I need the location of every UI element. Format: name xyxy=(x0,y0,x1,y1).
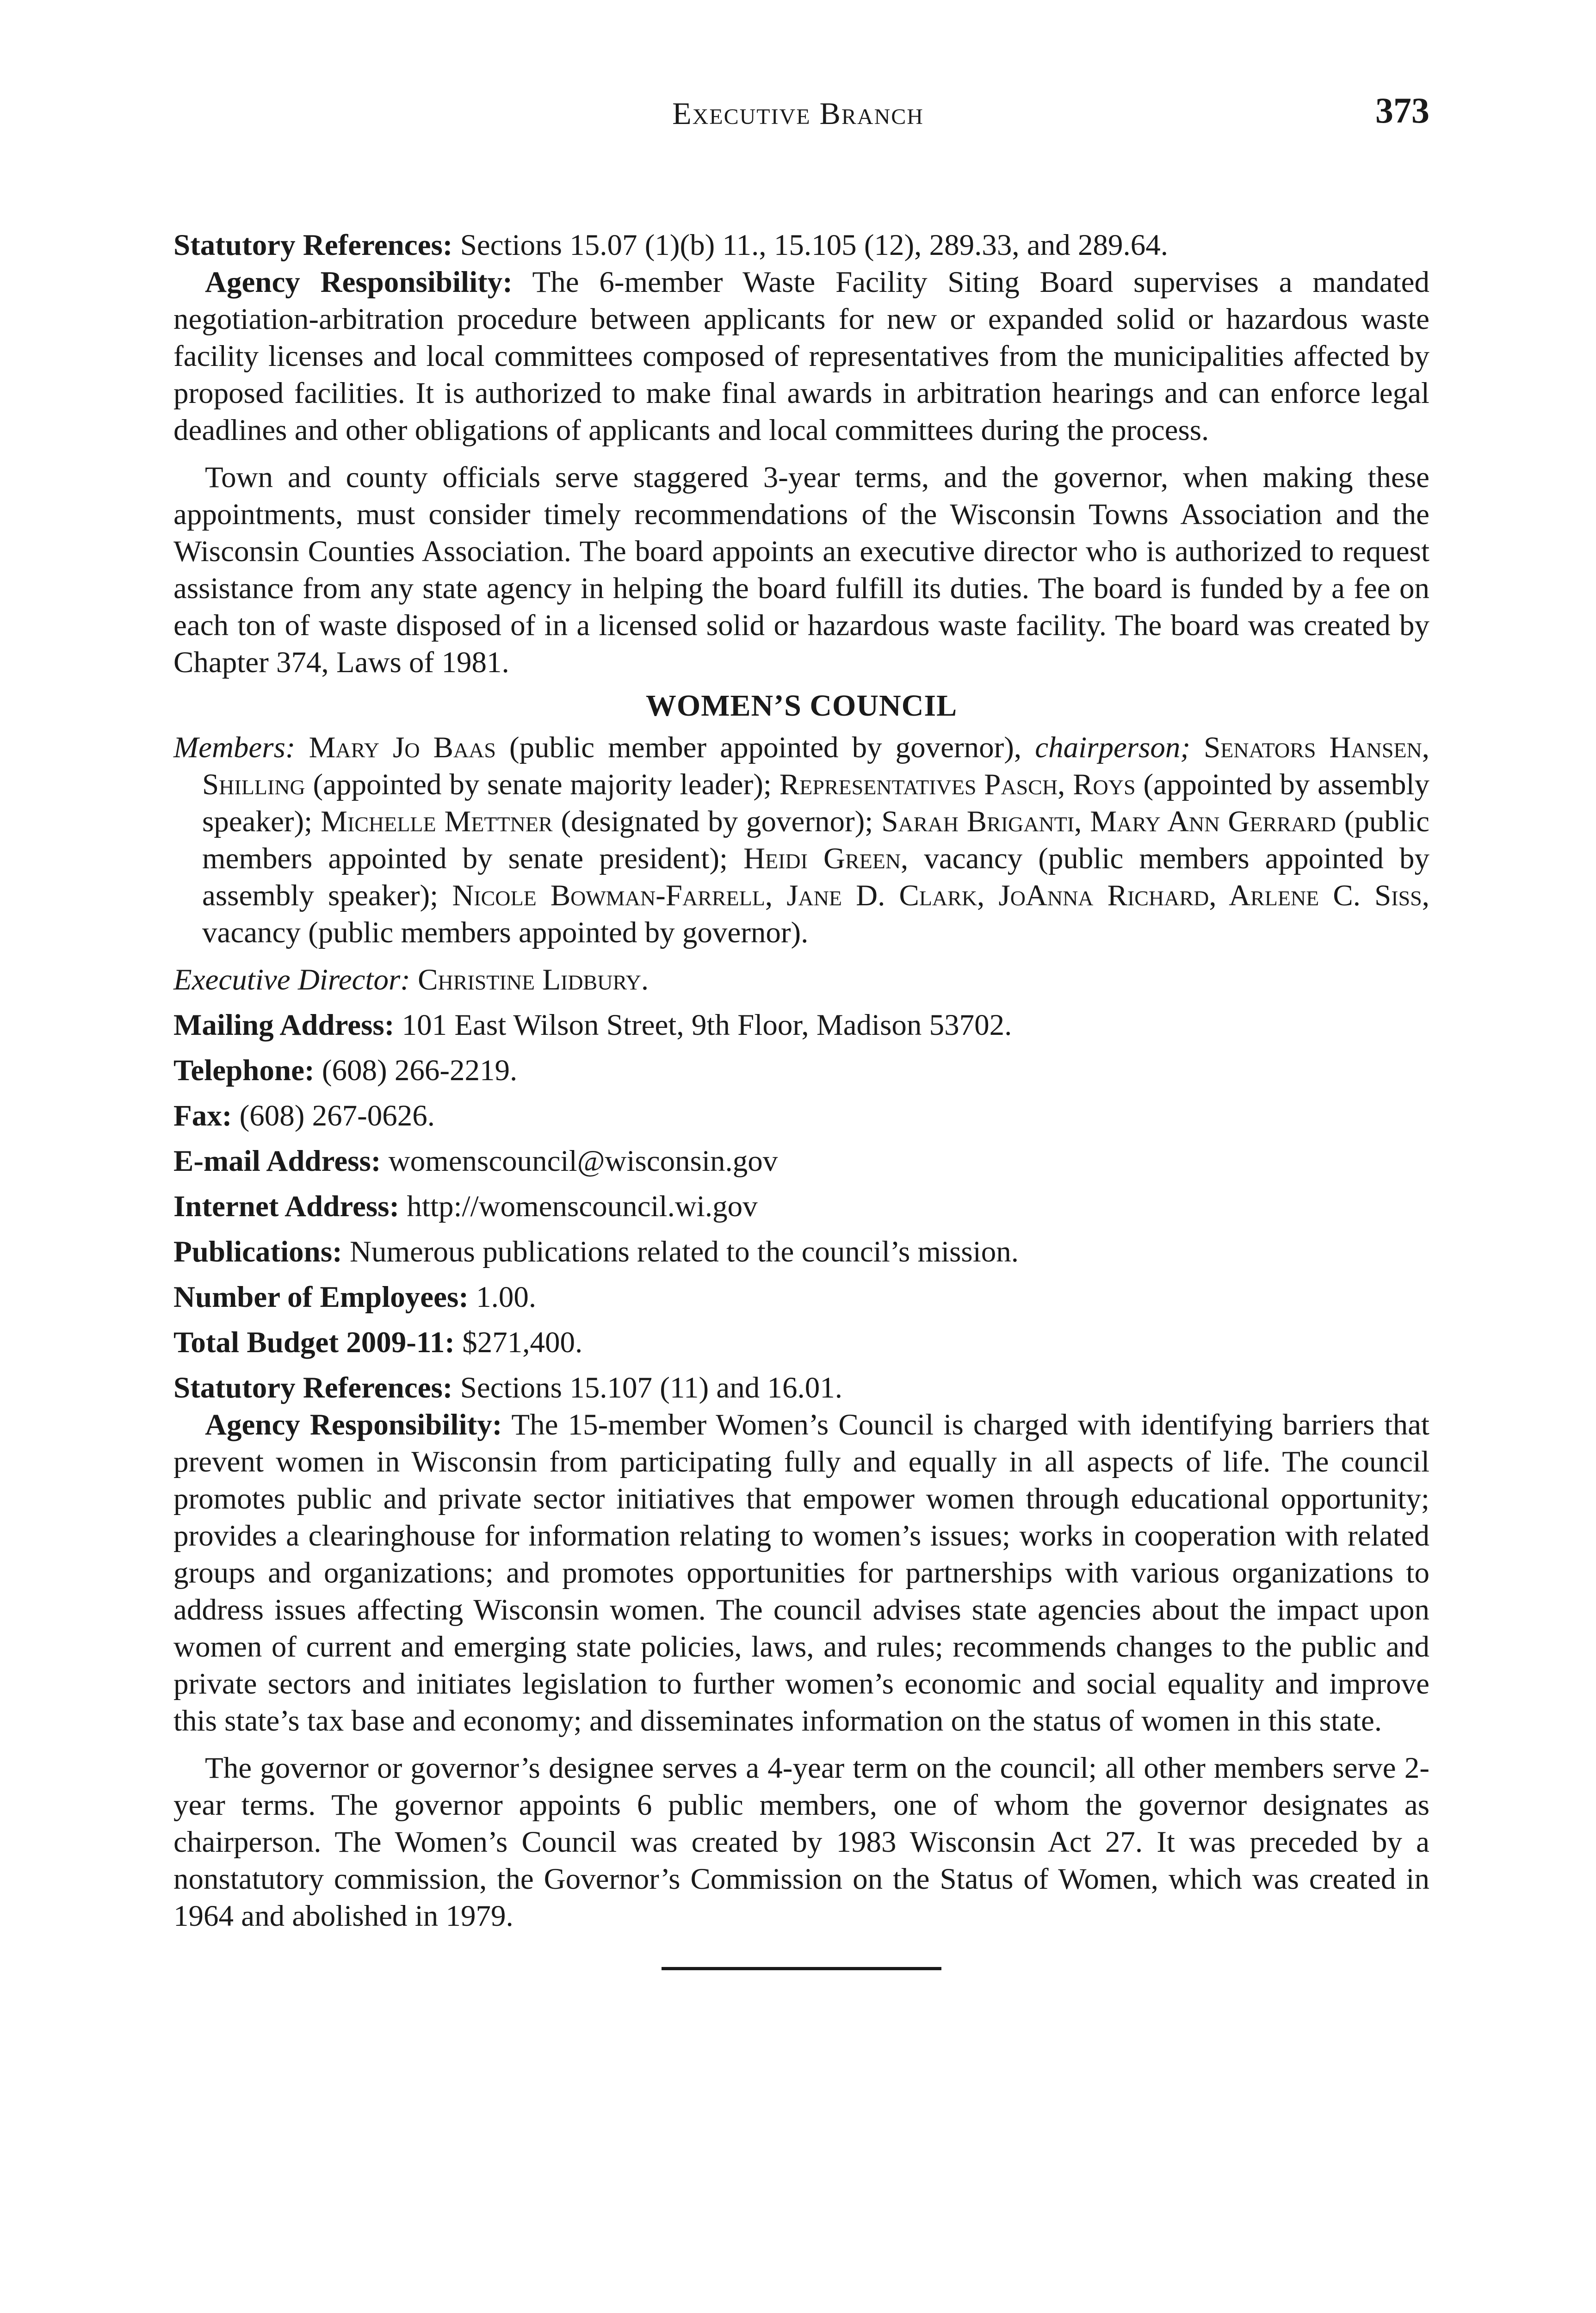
executive-director xyxy=(173,961,1429,998)
members-list xyxy=(173,729,1429,951)
waste-statutory-label: Statutory References: xyxy=(173,229,453,262)
section-end-rule xyxy=(662,1967,941,1970)
running-head: Executive Branch xyxy=(672,96,924,131)
website-link[interactable]: http://womenscouncil.wi.gov xyxy=(399,1190,758,1223)
council-history-paragraph: The governor or governor’s designee serves a 4-year term on the council; all other members serve 2-year terms. The governor appoints 6 public members, one of whom the governor designates as chairperson. The Women’s Council was created by 1983 Wisconsin Act 27. It was preceded by a nonstatutory commission, the Governor’s Commission on the Status of Women, which was created in 1964 and abolished in 1979. xyxy=(173,1751,1429,1933)
waste-statutory-text: Sections 15.07 (1)(b) 11., 15.105 (12), 289.33, and 289.64. xyxy=(452,229,1169,262)
executive-director-name: Christine Lidbury. xyxy=(410,963,649,996)
waste-agency-responsibility xyxy=(173,264,1429,449)
fax xyxy=(173,1097,1429,1134)
member-role: (public member appointed by governor), xyxy=(495,731,1035,764)
field-label: Telephone: xyxy=(173,1054,315,1087)
field-label: Fax: xyxy=(173,1099,232,1132)
waste-responsibility-label: Agency Responsibility: xyxy=(205,266,513,299)
email-link[interactable]: womenscouncil@wisconsin.gov xyxy=(381,1144,778,1178)
member-name: Michelle Mettner xyxy=(321,805,553,838)
member-names-representatives: Representatives Pasch, Roys xyxy=(779,768,1136,801)
page-body xyxy=(173,227,1429,1970)
member-name: Mary Jo Baas xyxy=(309,731,496,764)
agency-responsibility xyxy=(173,1406,1429,1739)
telephone xyxy=(173,1052,1429,1089)
member-role: (designated by governor); xyxy=(552,805,882,838)
page-header xyxy=(0,90,1596,141)
field-value: (608) 267-0626. xyxy=(232,1099,435,1132)
field-label: Statutory References: xyxy=(173,1371,453,1404)
waste-responsibility-text: The 6-member Waste Facility Siting Board supervises a mandated negotiation-arbitration procedure between applicants for new or expanded solid or hazardous waste facility licenses and local committees composed of representatives from the municipalities affected by proposed facilities. It is authorized to make final awards in arbitration hearings and can enforce legal deadlines and other obligations of applicants and local committees during the process. xyxy=(173,266,1430,447)
member-role: , vacancy (public members appointed by governor). xyxy=(202,879,1429,949)
email-address xyxy=(173,1143,1429,1180)
field-value: 1.00. xyxy=(468,1280,537,1314)
statutory-references xyxy=(173,1369,1429,1406)
total-budget xyxy=(173,1324,1429,1361)
field-value: (608) 266-2219. xyxy=(314,1054,518,1087)
mailing-address xyxy=(173,1007,1429,1044)
member-name: Heidi Green xyxy=(743,842,901,875)
field-label: Publications: xyxy=(173,1235,342,1268)
field-label: Total Budget 2009-11: xyxy=(173,1326,455,1359)
waste-paragraph-terms: Town and county officials serve staggered 3-year terms, and the governor, when making these appointments, must consider timely recommendations of the Wisconsin Towns Association and the Wisconsin Counties Association. The board appoints an executive director who is authorized to request assistance from any state agency in helping the board fulfill its duties. The board is funded by a fee on each ton of waste disposed of in a licensed solid or hazardous waste facility. The board was created by Chapter 374, Laws of 1981. xyxy=(173,461,1429,679)
field-value: Numerous publications related to the council’s mission. xyxy=(342,1235,1019,1268)
field-label: Agency Responsibility: xyxy=(205,1408,502,1441)
field-value: The 15-member Women’s Council is charged with identifying barriers that prevent women in Wisconsin from participating fully and equally in all aspects of life. The council promotes public and private sector initiatives that empower women through educational opportunity; provides a clearinghouse for information relating to women’s issues; works in cooperation with related groups and organizations; and promotes opportunities for partnerships with various organizations to address issues affecting Wisconsin women. The council advises state agencies about the impact upon women of current and emerging state policies, laws, and rules; recommends changes to the public and private sectors and initiates legislation to further women’s economic and social equality and improve this state’s tax base and economy; and disseminates information on the status of women in this state. xyxy=(173,1408,1429,1738)
member-names-senators: Senators Hansen, Shilling xyxy=(202,731,1430,801)
field-label: Number of Employees: xyxy=(173,1280,469,1314)
field-value: Sections 15.107 (11) and 16.01. xyxy=(452,1371,842,1404)
page-number: 373 xyxy=(1375,90,1429,130)
field-label: E-mail Address: xyxy=(173,1144,381,1178)
member-role: , vacancy (public members appointed by assembly speaker); xyxy=(202,842,1430,912)
section-title-womens-council: WOMEN’S COUNCIL xyxy=(645,689,958,723)
member-role: (public members appointed by senate president); xyxy=(202,805,1429,875)
waste-statutory-references xyxy=(173,227,1429,264)
field-label: Internet Address: xyxy=(173,1190,400,1223)
field-label: Mailing Address: xyxy=(173,1008,395,1042)
member-role-chair: chairperson; xyxy=(1035,731,1191,764)
publications xyxy=(173,1233,1429,1270)
member-role: (appointed by assembly speaker); xyxy=(202,768,1430,838)
field-value: 101 East Wilson Street, 9th Floor, Madison 53702. xyxy=(394,1008,1012,1042)
member-names: Sarah Briganti, Mary Ann Gerrard xyxy=(881,805,1336,838)
members-label: Members: xyxy=(173,731,296,764)
member-role: (appointed by senate majority leader); xyxy=(305,768,779,801)
member-names: Nicole Bowman-Farrell, Jane D. Clark, JoAnna Richard, Arlene C. Siss xyxy=(452,879,1422,912)
field-value: $271,400. xyxy=(454,1326,583,1359)
number-of-employees xyxy=(173,1279,1429,1316)
internet-address xyxy=(173,1188,1429,1225)
executive-director-label: Executive Director: xyxy=(173,963,410,996)
